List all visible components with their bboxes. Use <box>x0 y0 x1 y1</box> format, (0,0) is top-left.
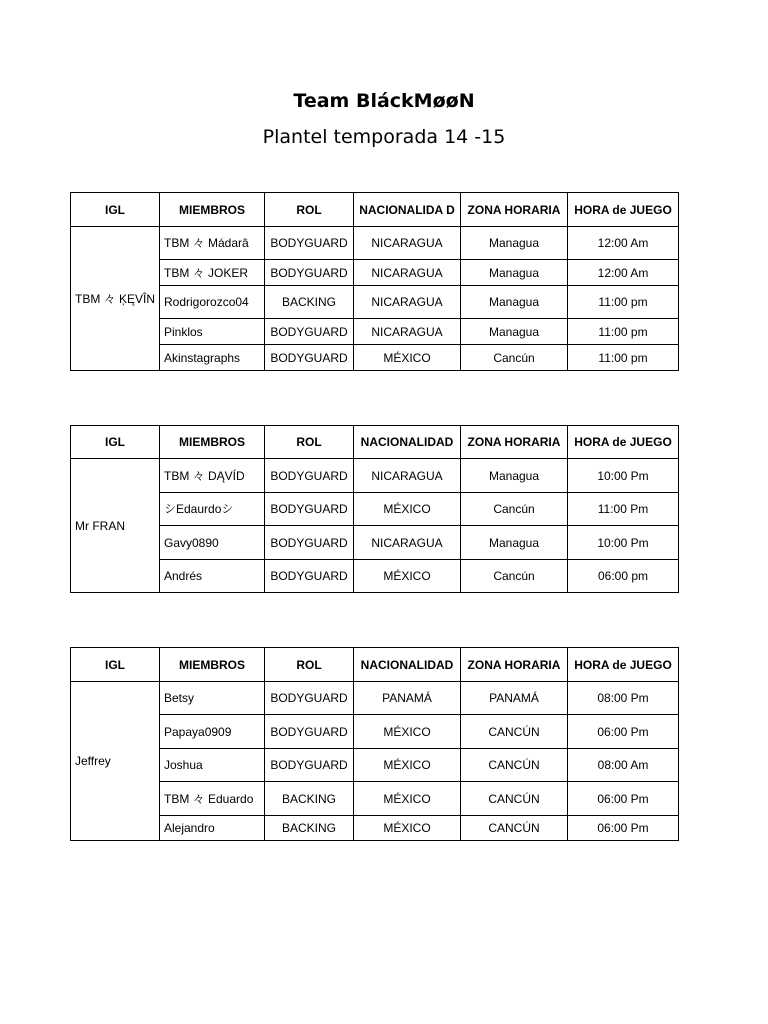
member-cell: Papaya0909 <box>160 715 265 749</box>
zona-cell: CANCÚN <box>461 782 568 816</box>
hora-cell: 12:00 Am <box>568 260 679 286</box>
nacionalidad-cell: NICARAGUA <box>354 526 461 560</box>
table-row <box>71 493 679 526</box>
table-header-row <box>71 426 679 459</box>
member-cell: Rodrigorozco04 <box>160 286 265 319</box>
table-row <box>71 286 679 319</box>
roster-table-1 <box>70 192 679 371</box>
igl-cell: Jeffrey <box>71 682 160 841</box>
zona-cell: Cancún <box>461 493 568 526</box>
rol-cell: BODYGUARD <box>265 749 354 782</box>
nacionalidad-cell: NICARAGUA <box>354 459 461 493</box>
rol-cell: BODYGUARD <box>265 560 354 593</box>
table-row <box>71 526 679 560</box>
zona-cell: CANCÚN <box>461 749 568 782</box>
nacionalidad-cell: PANAMÁ <box>354 682 461 715</box>
zona-cell: Managua <box>461 526 568 560</box>
rol-cell: BODYGUARD <box>265 715 354 749</box>
roster-table-2 <box>70 425 679 593</box>
header-igl: IGL <box>71 193 160 227</box>
rol-cell: BODYGUARD <box>265 345 354 371</box>
rol-cell: BODYGUARD <box>265 227 354 260</box>
header-hora-de-juego: HORA de JUEGO <box>568 426 679 459</box>
hora-cell: 11:00 Pm <box>568 493 679 526</box>
hora-cell: 06:00 Pm <box>568 715 679 749</box>
nacionalidad-cell: MÉXICO <box>354 715 461 749</box>
table-row <box>71 749 679 782</box>
table-header-row <box>71 648 679 682</box>
zona-cell: CANCÚN <box>461 715 568 749</box>
zona-cell: Managua <box>461 286 568 319</box>
header-rol: ROL <box>265 426 354 459</box>
header-rol: ROL <box>265 648 354 682</box>
nacionalidad-cell: MÉXICO <box>354 345 461 371</box>
nacionalidad-cell: NICARAGUA <box>354 319 461 345</box>
rol-cell: BODYGUARD <box>265 459 354 493</box>
header-igl: IGL <box>71 426 160 459</box>
header-zona-horaria: ZONA HORARIA <box>461 648 568 682</box>
table-row <box>71 227 679 260</box>
hora-cell: 12:00 Am <box>568 227 679 260</box>
zona-cell: PANAMÁ <box>461 682 568 715</box>
table-row <box>71 260 679 286</box>
rol-cell: BODYGUARD <box>265 526 354 560</box>
hora-cell: 06:00 pm <box>568 560 679 593</box>
document-title: Team BláckMøøN <box>293 90 475 112</box>
header-zona-horaria: ZONA HORARIA <box>461 193 568 227</box>
table-row <box>71 782 679 816</box>
roster-table-3 <box>70 647 679 841</box>
hora-cell: 08:00 Pm <box>568 682 679 715</box>
table-header-row <box>71 193 679 227</box>
header-miembros: MIEMBROS <box>160 648 265 682</box>
rol-cell: BODYGUARD <box>265 493 354 526</box>
hora-cell: 11:00 pm <box>568 286 679 319</box>
member-cell: TBM 々 Eduardo <box>160 782 265 816</box>
hora-cell: 10:00 Pm <box>568 526 679 560</box>
member-cell: TBM 々 Mádarâ <box>160 227 265 260</box>
member-cell: Alejandro <box>160 816 265 841</box>
member-cell: Andrés <box>160 560 265 593</box>
header-nacionalidad: NACIONALIDA D <box>354 193 461 227</box>
hora-cell: 08:00 Am <box>568 749 679 782</box>
hora-cell: 06:00 Pm <box>568 782 679 816</box>
hora-cell: 10:00 Pm <box>568 459 679 493</box>
hora-cell: 11:00 pm <box>568 319 679 345</box>
zona-cell: CANCÚN <box>461 816 568 841</box>
zona-cell: Managua <box>461 459 568 493</box>
nacionalidad-cell: NICARAGUA <box>354 286 461 319</box>
nacionalidad-cell: NICARAGUA <box>354 227 461 260</box>
rol-cell: BODYGUARD <box>265 260 354 286</box>
igl-cell: TBM 々 ĶĘVÎN <box>71 227 160 371</box>
nacionalidad-cell: MÉXICO <box>354 749 461 782</box>
nacionalidad-cell: NICARAGUA <box>354 260 461 286</box>
member-cell: Akinstagraphs <box>160 345 265 371</box>
header-rol: ROL <box>265 193 354 227</box>
header-miembros: MIEMBROS <box>160 426 265 459</box>
member-cell: Joshua <box>160 749 265 782</box>
nacionalidad-cell: MÉXICO <box>354 816 461 841</box>
nacionalidad-cell: MÉXICO <box>354 782 461 816</box>
member-cell: TBM 々 DĄVÍD <box>160 459 265 493</box>
table-row <box>71 682 679 715</box>
header-igl: IGL <box>71 648 160 682</box>
header-nacionalidad: NACIONALIDAD <box>354 426 461 459</box>
header-nacionalidad: NACIONALIDAD <box>354 648 461 682</box>
zona-cell: Managua <box>461 319 568 345</box>
table-row <box>71 560 679 593</box>
member-cell: Pinklos <box>160 319 265 345</box>
header-hora-de-juego: HORA de JUEGO <box>568 648 679 682</box>
table-row <box>71 816 679 841</box>
rol-cell: BODYGUARD <box>265 682 354 715</box>
table-row <box>71 345 679 371</box>
rol-cell: BACKING <box>265 782 354 816</box>
header-miembros: MIEMBROS <box>160 193 265 227</box>
table-row <box>71 715 679 749</box>
document-subtitle: Plantel temporada 14 -15 <box>262 126 506 148</box>
member-cell: TBM 々 JOKER <box>160 260 265 286</box>
table-row <box>71 319 679 345</box>
header-zona-horaria: ZONA HORARIA <box>461 426 568 459</box>
nacionalidad-cell: MÉXICO <box>354 560 461 593</box>
rol-cell: BODYGUARD <box>265 319 354 345</box>
zona-cell: Managua <box>461 227 568 260</box>
zona-cell: Cancún <box>461 560 568 593</box>
zona-cell: Managua <box>461 260 568 286</box>
hora-cell: 11:00 pm <box>568 345 679 371</box>
igl-cell: Mr FRAN <box>71 459 160 593</box>
rol-cell: BACKING <box>265 816 354 841</box>
nacionalidad-cell: MÉXICO <box>354 493 461 526</box>
header-hora-de-juego: HORA de JUEGO <box>568 193 679 227</box>
member-cell: Betsy <box>160 682 265 715</box>
rol-cell: BACKING <box>265 286 354 319</box>
hora-cell: 06:00 Pm <box>568 816 679 841</box>
member-cell: シEdaurdoシ <box>160 493 265 526</box>
zona-cell: Cancún <box>461 345 568 371</box>
member-cell: Gavy0890 <box>160 526 265 560</box>
table-row <box>71 459 679 493</box>
